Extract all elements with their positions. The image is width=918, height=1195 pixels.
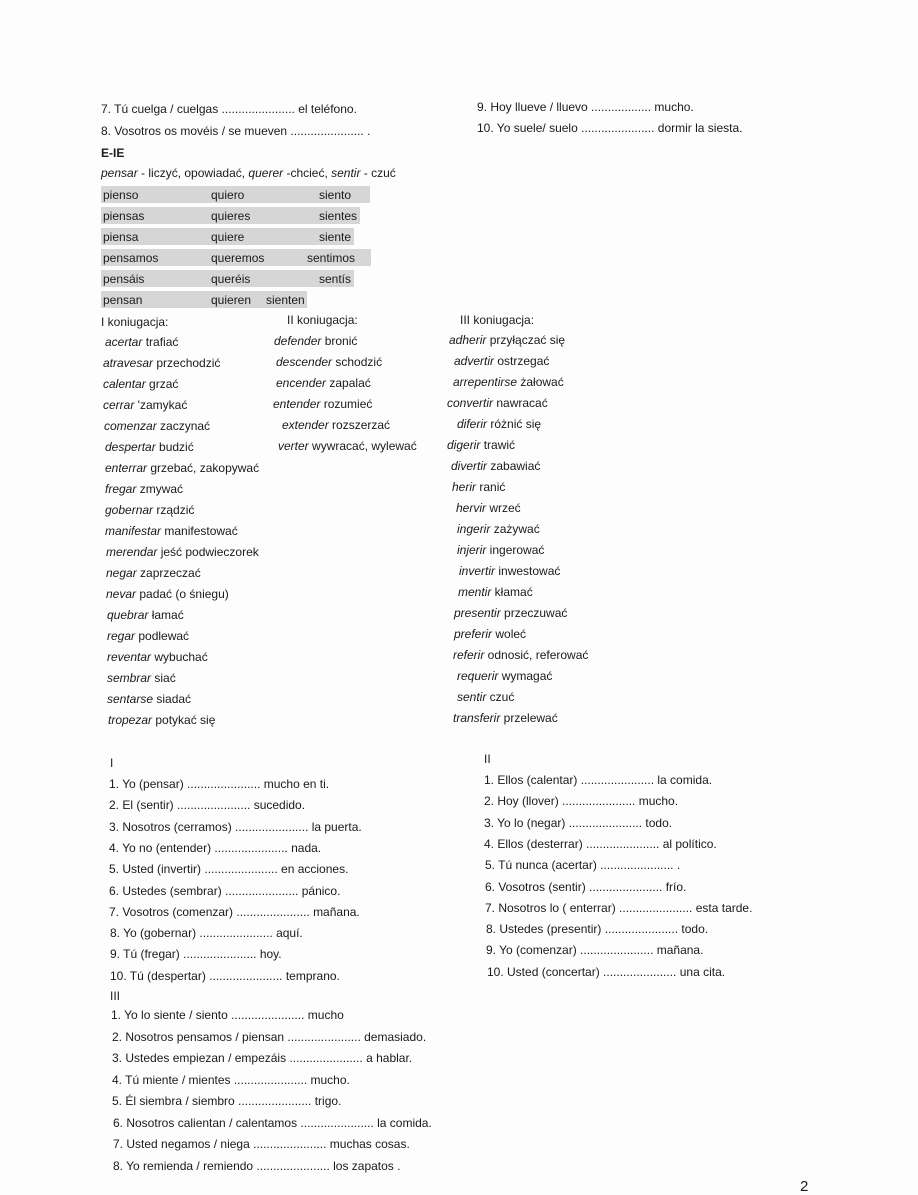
- verb-infinitive: quebrar: [107, 608, 149, 622]
- intro-querer: querer: [248, 166, 284, 180]
- conjugation-II-header: II koniugacja:: [287, 313, 358, 327]
- exercise-II-item: 8. Ustedes (presentir) ...................... todo.: [486, 922, 709, 937]
- verb-infinitive: manifestar: [105, 524, 162, 538]
- verb-translation: zaczynać: [156, 419, 211, 433]
- verb-infinitive: enterrar: [105, 461, 148, 475]
- verb-item-II: [276, 376, 371, 390]
- verb-item-I: [107, 692, 191, 706]
- conj-sentir-1: siento: [319, 188, 352, 202]
- verb-translation: padać (o śniegu): [136, 587, 229, 601]
- verb-translation: różnić się: [487, 417, 542, 431]
- verb-translation: inwestować: [495, 564, 561, 578]
- verb-translation: odnosić, referować: [484, 648, 589, 662]
- verb-infinitive: comenzar: [104, 419, 157, 433]
- verb-item-III: [454, 354, 549, 368]
- verb-item-I: [103, 398, 187, 412]
- verb-translation: zabawiać: [487, 459, 541, 473]
- verb-infinitive: merendar: [106, 545, 158, 559]
- intro-pensar-translation: - liczyć, opowiadać,: [137, 166, 249, 180]
- verb-translation: zmywać: [136, 482, 184, 496]
- exercise-I-item: 9. Tú (fregar) ...................... hoy.: [110, 947, 282, 962]
- conj-pensar-1: pienso: [103, 188, 139, 202]
- exercise-II-item: 2. Hoy (llover) ...................... mucho.: [484, 794, 679, 809]
- verb-infinitive: invertir: [459, 564, 496, 578]
- verb-translation: łamać: [148, 608, 184, 622]
- verb-translation: wymagać: [498, 669, 553, 683]
- intro-sentir-translation: - czuć: [360, 166, 396, 180]
- verb-infinitive: injerir: [457, 543, 487, 557]
- verb-item-III: [453, 711, 558, 725]
- exercise-II-item: 1. Ellos (calentar) ...................... la comida.: [484, 773, 713, 787]
- verb-translation: rozumieć: [320, 397, 373, 411]
- conj-sentir-4: sentimos: [307, 251, 356, 265]
- verb-translation: żałować: [517, 375, 564, 389]
- verb-item-III: [457, 690, 514, 704]
- verb-infinitive: fregar: [105, 482, 137, 496]
- verb-item-III: [454, 627, 526, 641]
- verb-translation: schodzić: [332, 355, 383, 369]
- conj-pensar-3: piensa: [103, 230, 139, 244]
- verb-translation: nawracać: [493, 396, 548, 410]
- verb-infinitive: extender: [282, 418, 329, 432]
- conj-pensar-6: pensan: [103, 293, 143, 307]
- exercise-II-item: 6. Vosotros (sentir) ...................... frío.: [485, 879, 687, 894]
- verb-item-I: [107, 650, 208, 664]
- verb-item-III: [459, 564, 560, 578]
- verb-infinitive: referir: [453, 648, 485, 662]
- verb-item-III: [456, 501, 521, 515]
- exercise-I-item: 8. Yo (gobernar) ...................... aquí.: [110, 926, 303, 941]
- verb-item-III: [454, 606, 567, 620]
- conj-querer-6: quieren: [211, 293, 252, 307]
- verb-infinitive: entender: [273, 397, 321, 411]
- verb-translation: zapalać: [326, 376, 371, 390]
- conj-querer-3: quiere: [211, 230, 245, 244]
- exercise-I-item: 1. Yo (pensar) ...................... mucho en ti.: [109, 777, 330, 791]
- intro-line: [101, 166, 396, 180]
- verb-translation: wrzeć: [486, 501, 521, 515]
- verb-infinitive: descender: [276, 355, 333, 369]
- verb-infinitive: acertar: [105, 335, 143, 349]
- verb-infinitive: convertir: [447, 396, 494, 410]
- verb-translation: przyłączać się: [486, 333, 566, 347]
- exercise-II-item: 10. Usted (concertar) ...................... una cita.: [487, 964, 726, 979]
- verb-infinitive: divertir: [451, 459, 488, 473]
- exercise-I-item: 2. El (sentir) ...................... sucedido.: [109, 798, 306, 813]
- verb-translation: bronić: [321, 334, 358, 348]
- verb-translation: zaprzeczać: [136, 566, 201, 580]
- verb-item-II: [278, 439, 417, 453]
- verb-translation: manifestować: [161, 524, 238, 538]
- verb-infinitive: ingerir: [457, 522, 491, 536]
- verb-infinitive: mentir: [458, 585, 492, 599]
- verb-translation: siać: [151, 671, 176, 685]
- conj-pensar-2: piensas: [103, 209, 145, 223]
- verb-translation: przeczuwać: [500, 606, 568, 620]
- page-number: 2: [800, 1178, 809, 1195]
- verb-infinitive: preferir: [454, 627, 493, 641]
- verb-infinitive: nevar: [106, 587, 137, 601]
- conj-querer-1: quiero: [211, 188, 245, 202]
- conj-pensar-5: pensáis: [103, 272, 145, 286]
- verb-translation: przechodzić: [153, 356, 221, 370]
- exercise-II-item: 5. Tú nunca (acertar) ...................... .: [485, 858, 681, 873]
- conjugation-I-header: I koniugacja:: [101, 315, 169, 329]
- verb-infinitive: encender: [276, 376, 327, 390]
- verb-translation: potykać się: [152, 713, 216, 727]
- exercise-I-heading: I: [110, 756, 114, 770]
- verb-infinitive: defender: [274, 334, 322, 348]
- verb-translation: trawić: [480, 438, 516, 452]
- top-right-item-9: 9. Hoy llueve / lluevo .................. mucho.: [477, 100, 694, 114]
- verb-infinitive: adherir: [449, 333, 487, 347]
- exercise-III-item: 2. Nosotros pensamos / piensan ...................... demasiado.: [112, 1029, 427, 1044]
- exercise-I-item: 5. Usted (invertir) ...................... en acciones.: [109, 862, 349, 877]
- verb-infinitive: sembrar: [107, 671, 152, 685]
- exercise-III-item: 8. Yo remienda / remiendo ...................... los zapatos .: [113, 1158, 401, 1173]
- verb-translation: budzić: [155, 440, 194, 454]
- exercise-II-item: 4. Ellos (desterrar) ...................... al político.: [484, 836, 717, 851]
- exercise-I-item: 3. Nosotros (cerramos) ...................... la puerta.: [109, 819, 362, 834]
- verb-infinitive: cerrar: [103, 398, 135, 412]
- verb-item-II: [273, 397, 372, 411]
- exercise-II-item: 9. Yo (comenzar) ...................... mañana.: [486, 943, 704, 958]
- verb-item-III: [457, 669, 552, 683]
- verb-item-I: [107, 671, 176, 685]
- verb-item-III: [457, 543, 544, 557]
- conjugation-III-header: III koniugacja:: [460, 313, 535, 327]
- verb-item-II: [276, 355, 382, 369]
- conj-querer-4: queremos: [211, 251, 265, 265]
- top-right-item-10: 10. Yo suele/ suelo ...................... dormir la siesta.: [477, 121, 743, 135]
- exercise-III-item: 5. Él siembra / siembro ...................... trigo.: [112, 1094, 342, 1108]
- exercise-I-item: 7. Vosotros (comenzar) ...................... mañana.: [109, 904, 360, 919]
- verb-item-III: [449, 333, 565, 347]
- verb-translation: 'zamykać: [134, 398, 188, 412]
- verb-translation: rządzić: [153, 503, 195, 517]
- top-left-item-7: 7. Tú cuelga / cuelgas ...................... el teléfono.: [101, 102, 357, 116]
- verb-translation: przelewać: [500, 711, 558, 725]
- exercise-I-item: 10. Tú (despertar) ...................... temprano.: [110, 968, 340, 983]
- conj-sentir-5: sentís: [319, 272, 352, 286]
- verb-item-II: [282, 418, 390, 432]
- verb-infinitive: despertar: [105, 440, 156, 454]
- verb-infinitive: digerir: [447, 438, 481, 452]
- verb-translation: rozszerzać: [328, 418, 391, 432]
- verb-infinitive: presentir: [454, 606, 501, 620]
- verb-infinitive: herir: [452, 480, 477, 494]
- verb-item-I: [106, 545, 259, 559]
- verb-item-I: [106, 566, 201, 580]
- verb-item-I: [106, 587, 229, 601]
- conj-querer-5: queréis: [211, 272, 251, 286]
- verb-translation: jeść podwieczorek: [157, 545, 259, 559]
- verb-item-III: [451, 459, 540, 473]
- verb-infinitive: diferir: [457, 417, 488, 431]
- verb-infinitive: hervir: [456, 501, 487, 515]
- intro-querer-translation: -chcieć,: [283, 166, 332, 180]
- verb-translation: trafiać: [142, 335, 179, 349]
- exercise-II-item: 7. Nosotros lo ( enterrar) ...................... esta tarde.: [485, 900, 753, 915]
- verb-infinitive: gobernar: [105, 503, 154, 517]
- verb-item-III: [452, 480, 505, 494]
- verb-translation: kłamać: [491, 585, 533, 599]
- conj-querer-2: quieres: [211, 209, 251, 223]
- verb-item-I: [108, 713, 215, 727]
- verb-item-III: [453, 375, 564, 389]
- verb-item-I: [103, 356, 220, 370]
- verb-item-II: [274, 334, 357, 348]
- exercise-I-item: 6. Ustedes (sembrar) ...................... pánico.: [109, 883, 341, 898]
- verb-item-I: [105, 482, 183, 496]
- exercise-III-item: 1. Yo lo siente / siento ...................... mucho: [111, 1008, 344, 1022]
- conj-sentir-6: sienten: [266, 293, 305, 307]
- verb-infinitive: tropezar: [108, 713, 153, 727]
- verb-translation: woleć: [492, 627, 527, 641]
- verb-item-I: [105, 503, 194, 517]
- verb-translation: ranić: [476, 480, 506, 494]
- verb-infinitive: requerir: [457, 669, 499, 683]
- verb-item-I: [107, 608, 184, 622]
- exercise-I-item: 4. Yo no (entender) ...................... nada.: [109, 840, 322, 855]
- conj-sentir-2: sientes: [319, 209, 358, 223]
- verb-infinitive: regar: [107, 629, 136, 643]
- exercise-III-item: 3. Ustedes empiezan / empezáis ...................... a hablar.: [112, 1051, 413, 1065]
- intro-sentir: sentir: [331, 166, 361, 180]
- exercise-III-item: 4. Tú miente / mientes ...................... mucho.: [112, 1072, 350, 1087]
- intro-pensar: pensar: [101, 166, 138, 180]
- verb-translation: ingerować: [486, 543, 545, 557]
- verb-translation: podlewać: [135, 629, 190, 643]
- verb-translation: zażywać: [490, 522, 540, 536]
- verb-infinitive: arrepentirse: [453, 375, 518, 389]
- verb-infinitive: verter: [278, 439, 309, 453]
- verb-translation: ostrzegać: [494, 354, 550, 368]
- verb-item-I: [105, 524, 238, 538]
- verb-item-III: [457, 417, 541, 431]
- verb-infinitive: calentar: [103, 377, 146, 391]
- verb-infinitive: advertir: [454, 354, 495, 368]
- verb-infinitive: reventar: [107, 650, 152, 664]
- verb-translation: wywracać, wylewać: [308, 439, 417, 453]
- verb-infinitive: sentir: [457, 690, 487, 704]
- exercise-II-item: 3. Yo lo (negar) ...................... todo.: [484, 815, 673, 830]
- top-left-item-8: 8. Vosotros os movéis / se mueven ...................... .: [101, 124, 371, 138]
- verb-translation: wybuchać: [151, 650, 208, 664]
- conj-sentir-3: siente: [319, 230, 352, 244]
- verb-translation: grzebać, zakopywać: [147, 461, 260, 475]
- verb-item-III: [447, 396, 548, 410]
- verb-item-I: [105, 461, 259, 475]
- verb-infinitive: negar: [106, 566, 137, 580]
- verb-item-I: [105, 440, 194, 454]
- exercise-II-heading: II: [484, 752, 491, 766]
- conj-pensar-4: pensamos: [103, 251, 159, 265]
- verb-infinitive: transferir: [453, 711, 501, 725]
- verb-item-III: [457, 522, 540, 536]
- verb-translation: czuć: [486, 690, 515, 704]
- verb-item-III: [453, 648, 588, 662]
- exercise-III-heading: III: [110, 989, 121, 1003]
- verb-infinitive: atravesar: [103, 356, 154, 370]
- verb-translation: siadać: [153, 692, 192, 706]
- exercise-III-item: 7. Usted negamos / niega ...................... muchas cosas.: [113, 1137, 410, 1151]
- verb-item-I: [107, 629, 189, 643]
- verb-item-III: [447, 438, 515, 452]
- verb-item-I: [103, 377, 178, 391]
- section-heading: E-IE: [101, 146, 125, 160]
- verb-item-I: [104, 419, 210, 433]
- verb-translation: grzać: [145, 377, 179, 391]
- verb-item-III: [458, 585, 533, 599]
- verb-item-I: [105, 335, 178, 349]
- verb-infinitive: sentarse: [107, 692, 154, 706]
- exercise-III-item: 6. Nosotros calientan / calentamos ...................... la comida.: [113, 1115, 432, 1130]
